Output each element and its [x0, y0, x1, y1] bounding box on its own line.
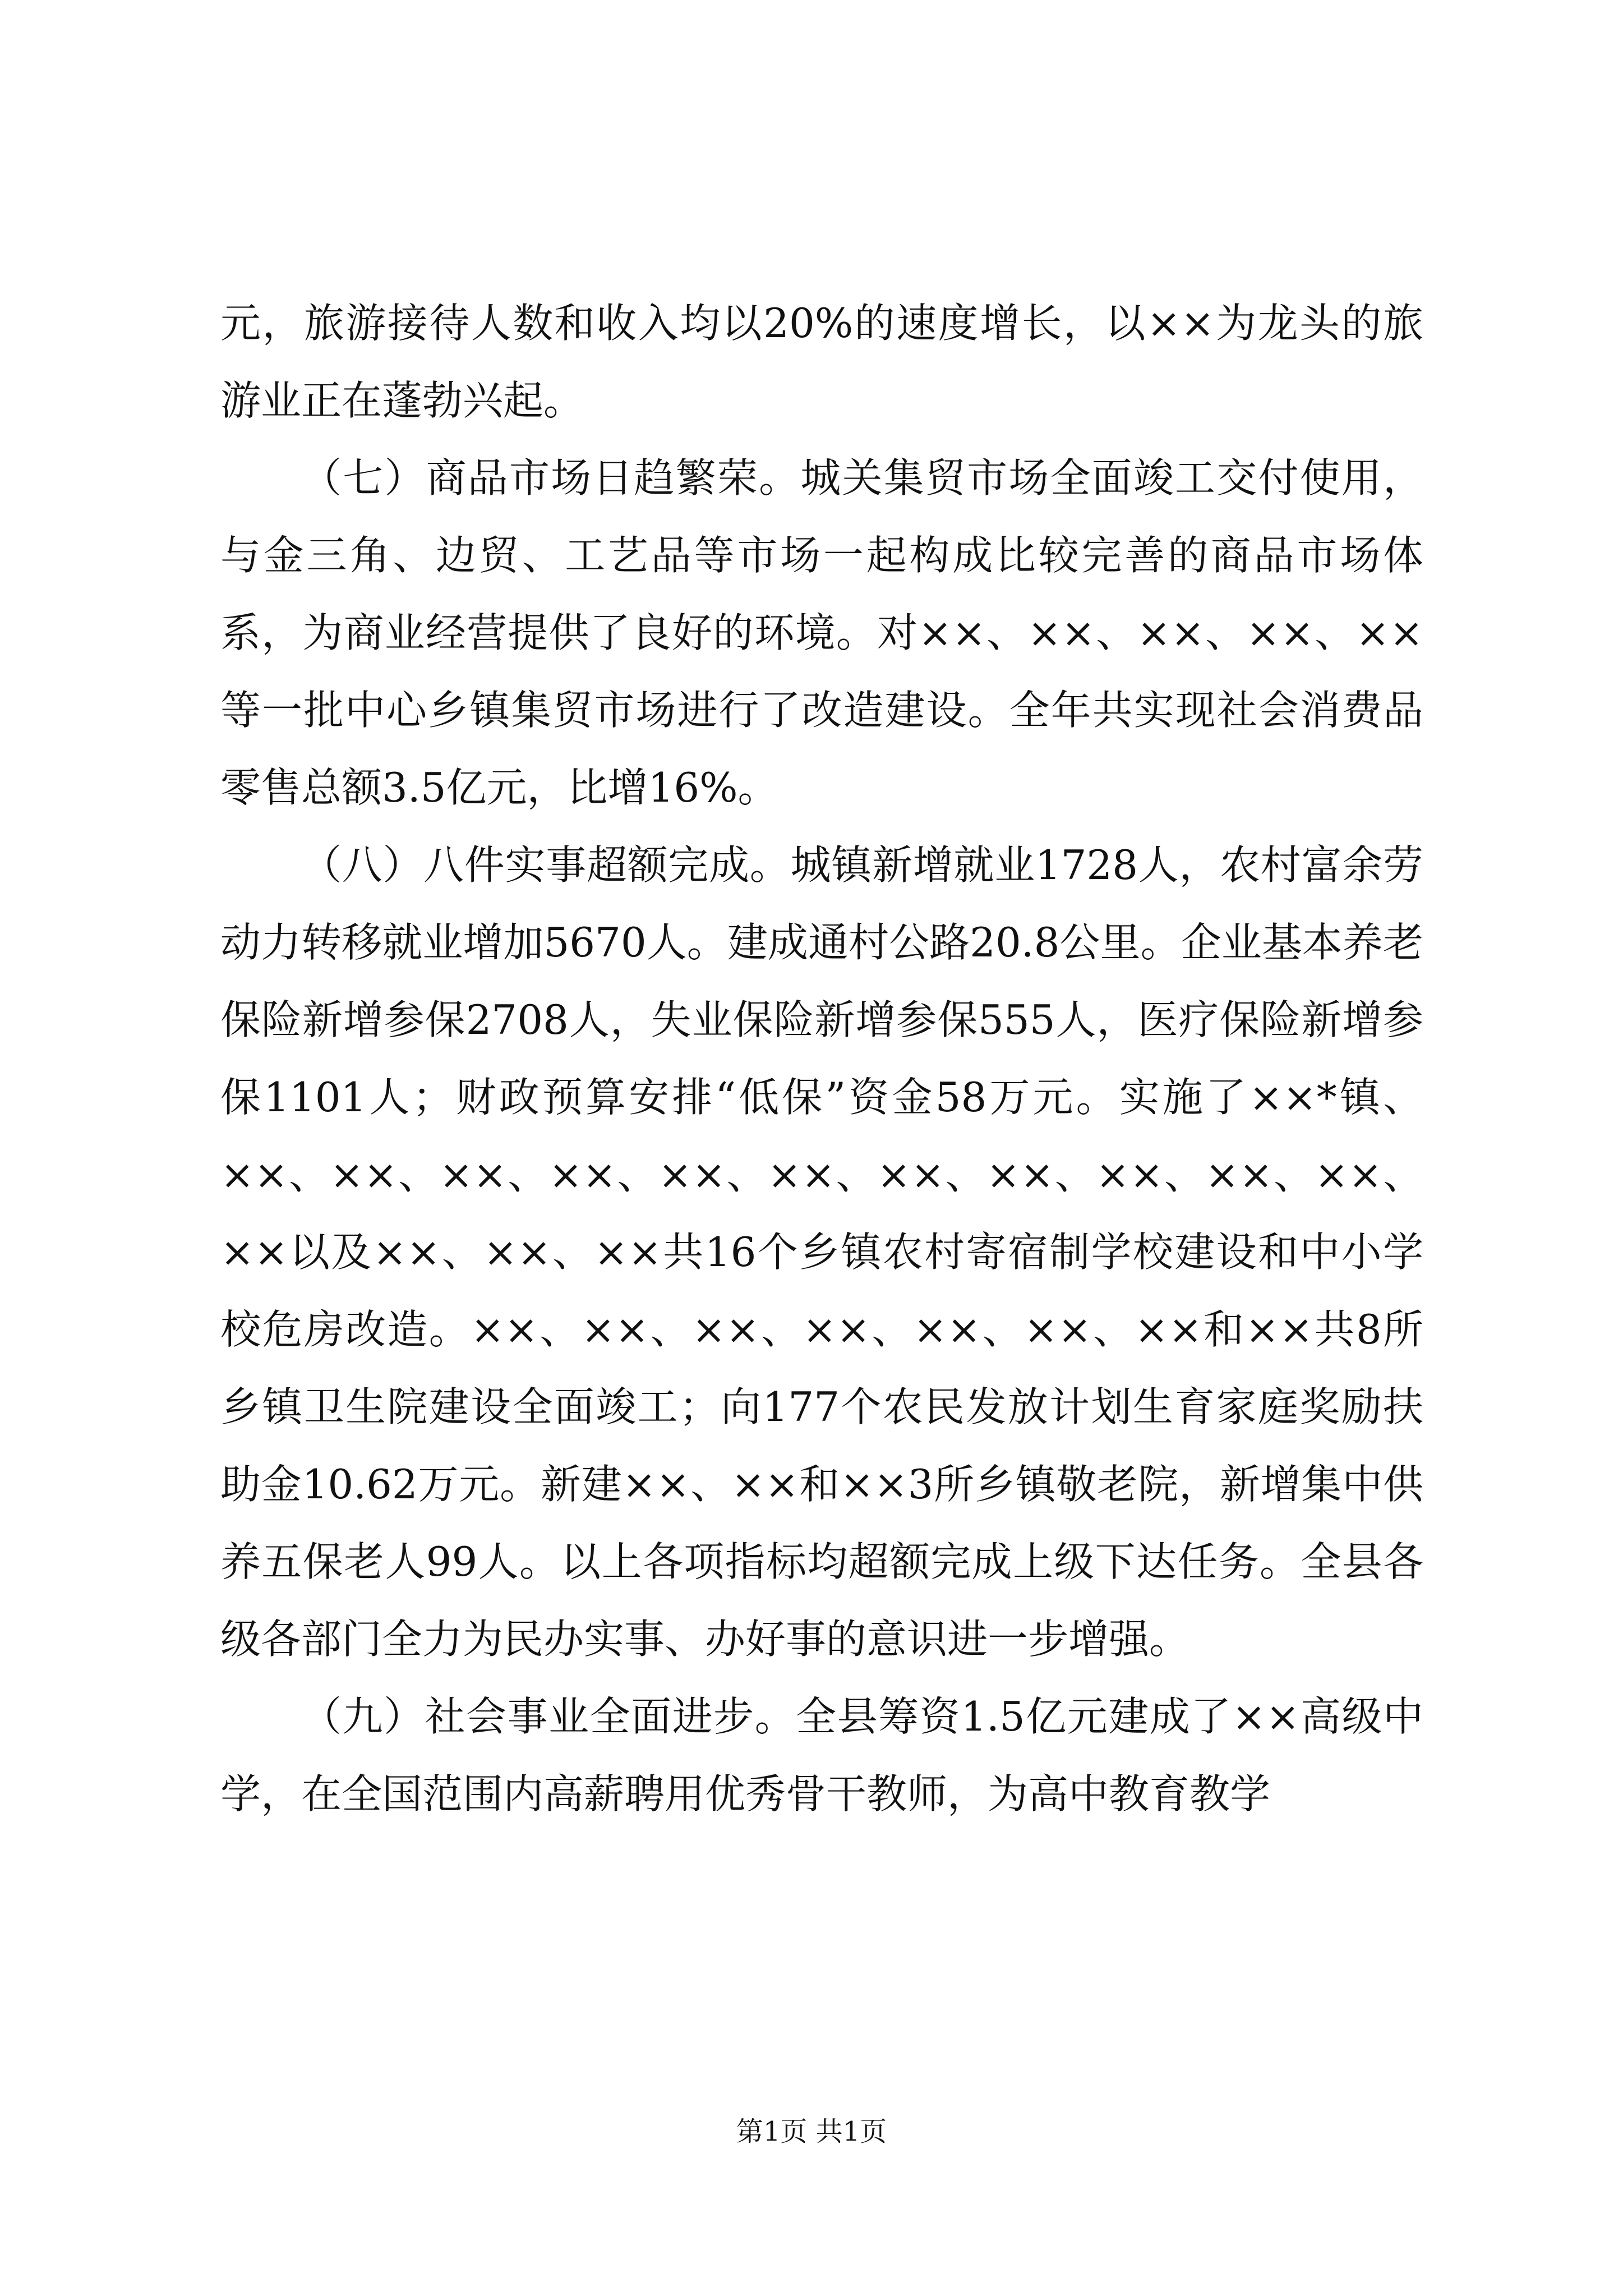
page-footer: [0, 2115, 1623, 2148]
paragraph-eight-tasks: （八）八件实事超额完成。城镇新增就业1728人，农村富余劳动力转移就业增加5670人。建成通村公路20.8公里。企业基本养老保险新增参保2708人，失业保险新增参保555人，医疗保险新增参保1101人；财政预算安排“低保”资金58万元。实施了××*镇、××、××、××、××、××、××、××、××、××、××、××、××以及××、××、××共16个乡镇农村寄宿制学校建设和中小学校危房改造。××、××、××、××、××、××、××和××共8所乡镇卫生院建设全面竣工；向177个农民发放计划生育家庭奖励扶助金10.62万元。新建××、××和××3所乡镇敬老院，新增集中供养五保老人99人。以上各项指标均超额完成上级下达任务。全县各级各部门全力为民办实事、办好事的意识进一步增强。: [220, 841, 1423, 1663]
paragraph-tourism-end: 元，旅游接待人数和收入均以20%的速度增长，以××为龙头的旅游业正在蓬勃兴起。: [220, 300, 1423, 424]
paragraph-social-undertakings: （九）社会事业全面进步。全县筹资1.5亿元建成了××高级中学，在全国范围内高薪聘用优秀骨干教师，为高中教育教学: [220, 1693, 1423, 1818]
page-number-label: 第1页 共1页: [736, 2116, 887, 2147]
paragraph-market: （七）商品市场日趋繁荣。城关集贸市场全面竣工交付使用，与金三角、边贸、工艺品等市场一起构成比较完善的商品市场体系，为商业经营提供了良好的环境。对××、××、××、××、××等一批中心乡镇集贸市场进行了改造建设。全年共实现社会消费品零售总额3.5亿元，比增16%。: [220, 454, 1423, 811]
document-body: [220, 284, 1423, 1833]
